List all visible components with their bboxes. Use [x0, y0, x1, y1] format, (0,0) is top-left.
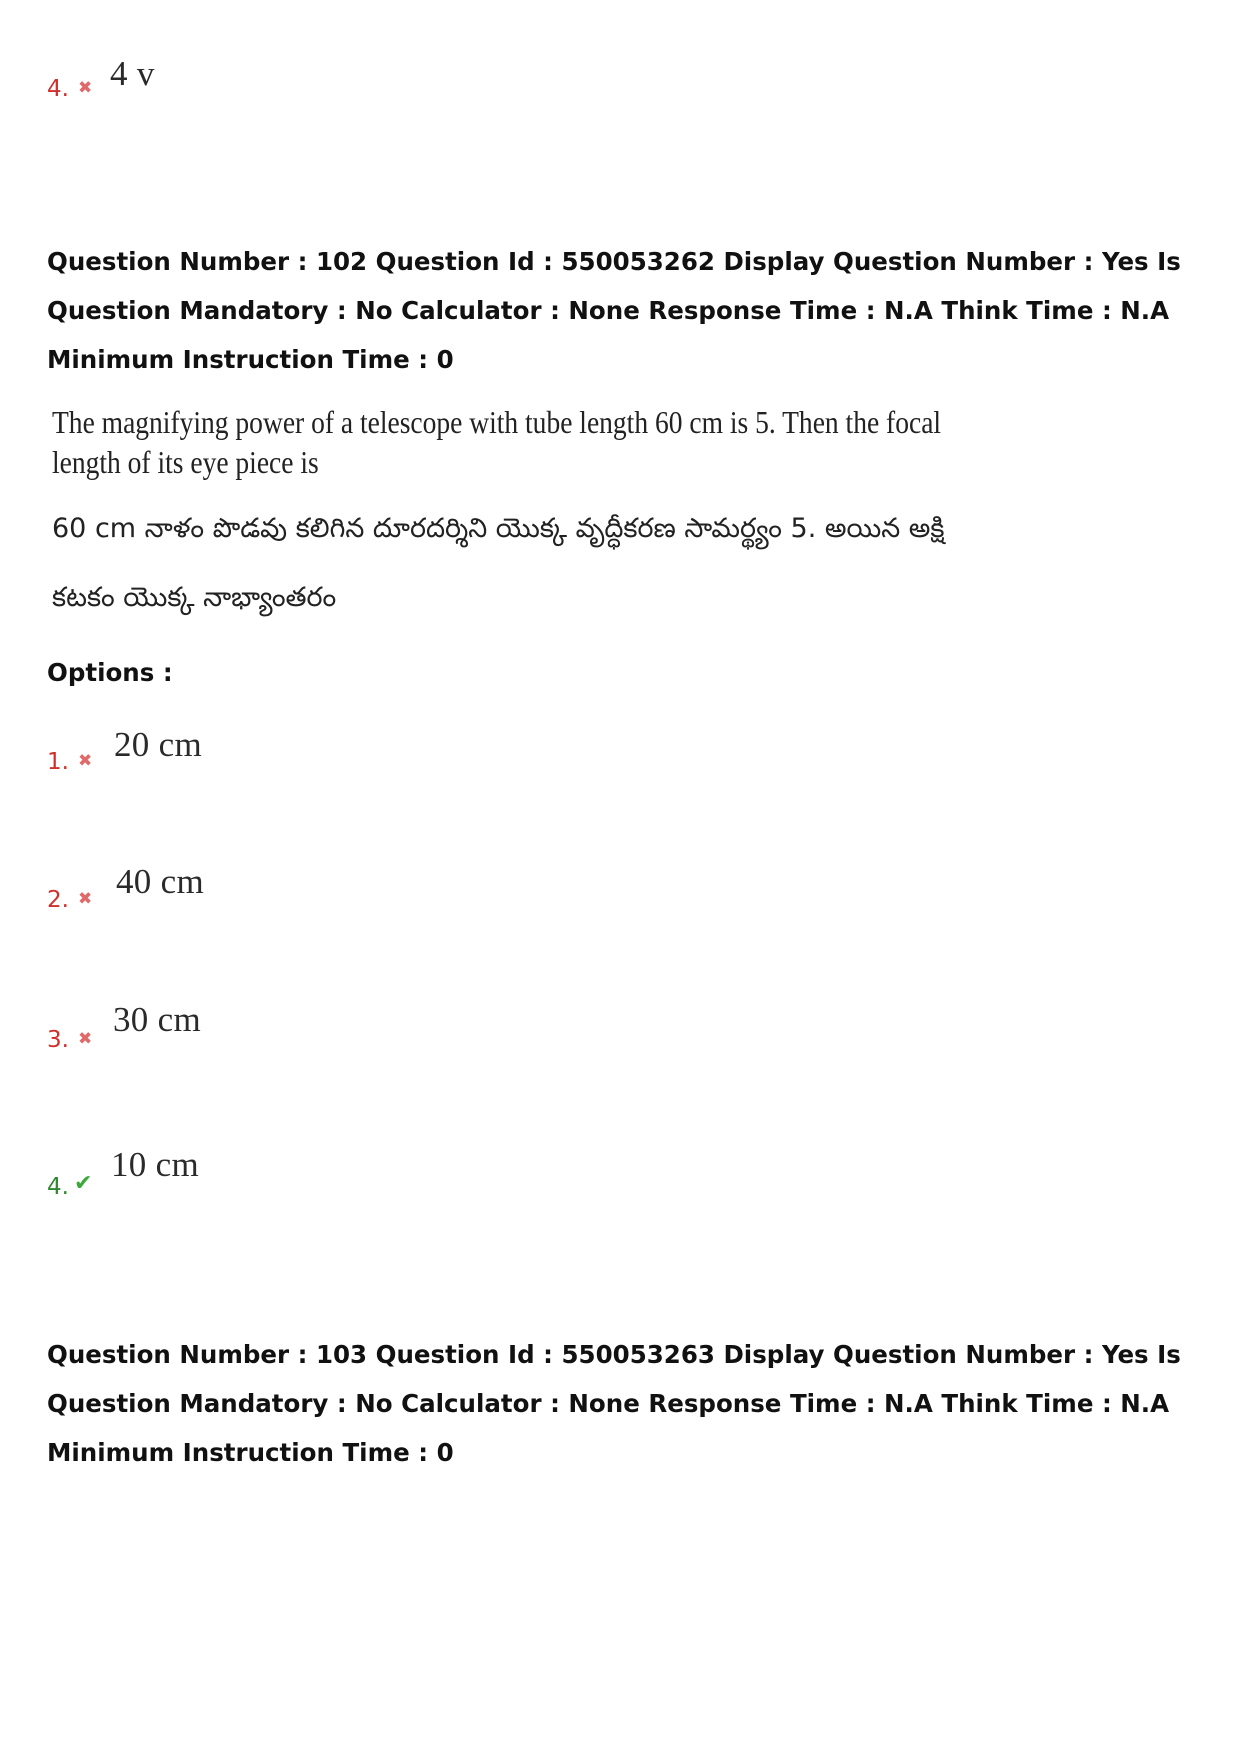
option-text: 10 cm: [111, 1145, 200, 1184]
question-text-en-line2: length of its eye piece is: [52, 444, 319, 480]
cross-icon: ✖: [78, 1029, 93, 1049]
question-meta: Question Number : 102 Question Id : 550053262 Display Question Number : Yes Is Question Mandatory : No Calculator : None Response Time : N.A Think Time : N.A Minimum Instruction Time : 0: [47, 247, 1181, 374]
options-label: Options :: [47, 658, 173, 687]
option-text: 4 v: [110, 54, 155, 93]
option-text: 40 cm: [116, 862, 205, 901]
option-text: 20 cm: [114, 725, 203, 764]
cross-icon: ✖: [78, 751, 93, 771]
question-meta: Question Number : 103 Question Id : 550053263 Display Question Number : Yes Is Question Mandatory : No Calculator : None Response Time : N.A Think Time : N.A Minimum Instruction Time : 0: [47, 1340, 1181, 1467]
option-number: 3.: [47, 1027, 69, 1053]
question-text-te-line1: 60 cm నాళం పొడవు కలిగిన దూరదర్శిని యొక్క వృద్ధీకరణ సామర్థ్యం 5. అయిన అక్షి: [52, 513, 945, 544]
option-number: 1.: [47, 749, 69, 775]
option-number: 4.: [47, 1174, 69, 1200]
question-text-en-line1: The magnifying power of a telescope with tube length 60 cm is 5. Then the focal: [52, 404, 942, 440]
option-number: 4.: [47, 76, 69, 102]
question-text-te-line2: కటకం యొక్క నాభ్యాంతరం: [52, 582, 337, 613]
option-text: 30 cm: [113, 1000, 202, 1039]
check-icon: ✔: [74, 1171, 93, 1196]
cross-icon: ✖: [78, 889, 93, 909]
option-number: 2.: [47, 887, 69, 913]
cross-icon: ✖: [78, 78, 93, 98]
